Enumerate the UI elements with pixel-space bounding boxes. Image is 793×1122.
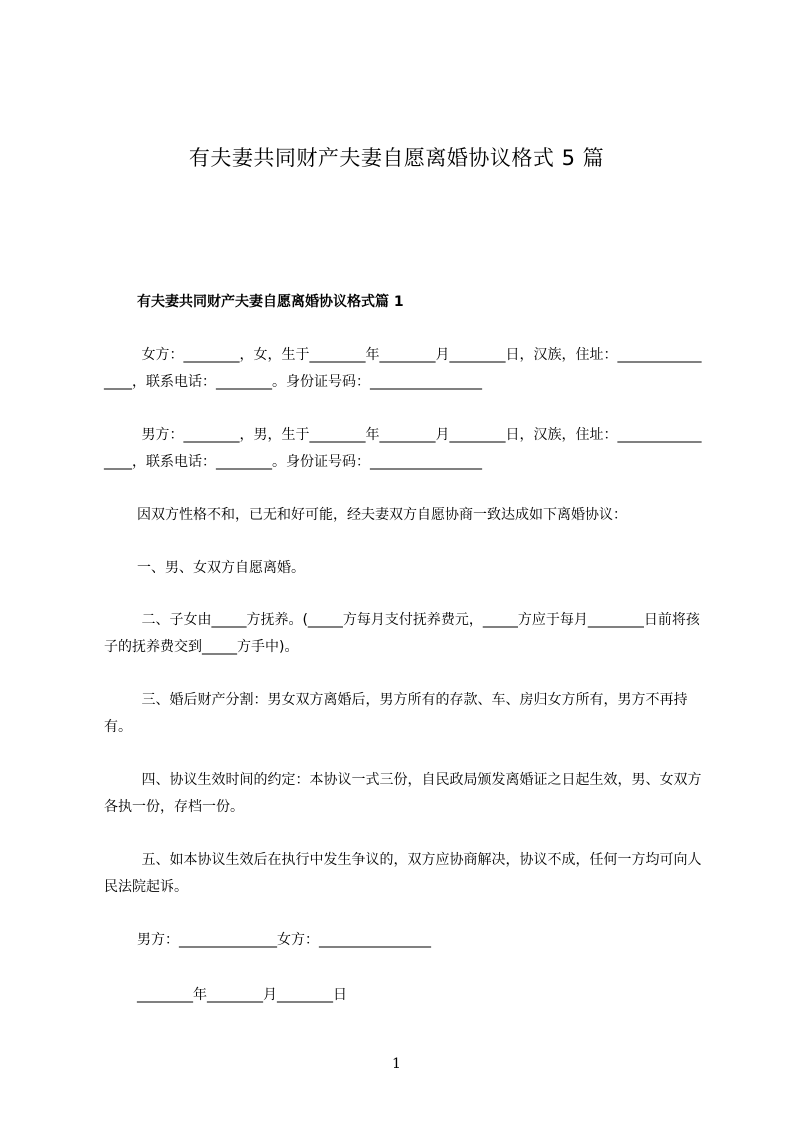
clause-4-paragraph: 四、协议生效时间的约定：本协议一式三份，自民政局颁发离婚证之日起生效，男、女双方各执一份，存档一份。 bbox=[104, 772, 702, 815]
female-party-paragraph: 女方：________，女，生于________年________月________日，汉族，住址：________________，联系电话：________。身份证号码：________________ bbox=[104, 347, 702, 390]
intro-paragraph: 因双方性格不和，已无和好可能，经夫妻双方自愿协商一致达成如下离婚协议： bbox=[137, 507, 627, 523]
clause-5-paragraph: 五、如本协议生效后在执行中发生争议的，双方应协商解决，协议不成，任何一方均可向人民法院起诉。 bbox=[104, 852, 702, 895]
clause-2-paragraph: 二、子女由_____方抚养。(_____方每月支付抚养费元，_____方应于每月________日前将孩子的抚养费交到_____方手中)。 bbox=[104, 612, 700, 655]
document-title: 有夫妻共同财产夫妻自愿离婚协议格式 5 篇 bbox=[188, 146, 605, 170]
section-heading: 有夫妻共同财产夫妻自愿离婚协议格式篇 1 bbox=[137, 294, 404, 310]
date-line: ________年________月________日 bbox=[137, 987, 347, 1003]
page-number: 1 bbox=[392, 1056, 401, 1072]
signature-line: 男方：______________女方：________________ bbox=[137, 932, 431, 948]
clause-3-paragraph: 三、婚后财产分割：男女双方离婚后，男方所有的存款、车、房归女方所有，男方不再持有。 bbox=[104, 692, 688, 735]
clause-1-paragraph: 一、男、女双方自愿离婚。 bbox=[137, 560, 305, 576]
male-party-paragraph: 男方：________，男，生于________年________月________日，汉族，住址：________________，联系电话：________。身份证号码：________________ bbox=[104, 427, 702, 470]
